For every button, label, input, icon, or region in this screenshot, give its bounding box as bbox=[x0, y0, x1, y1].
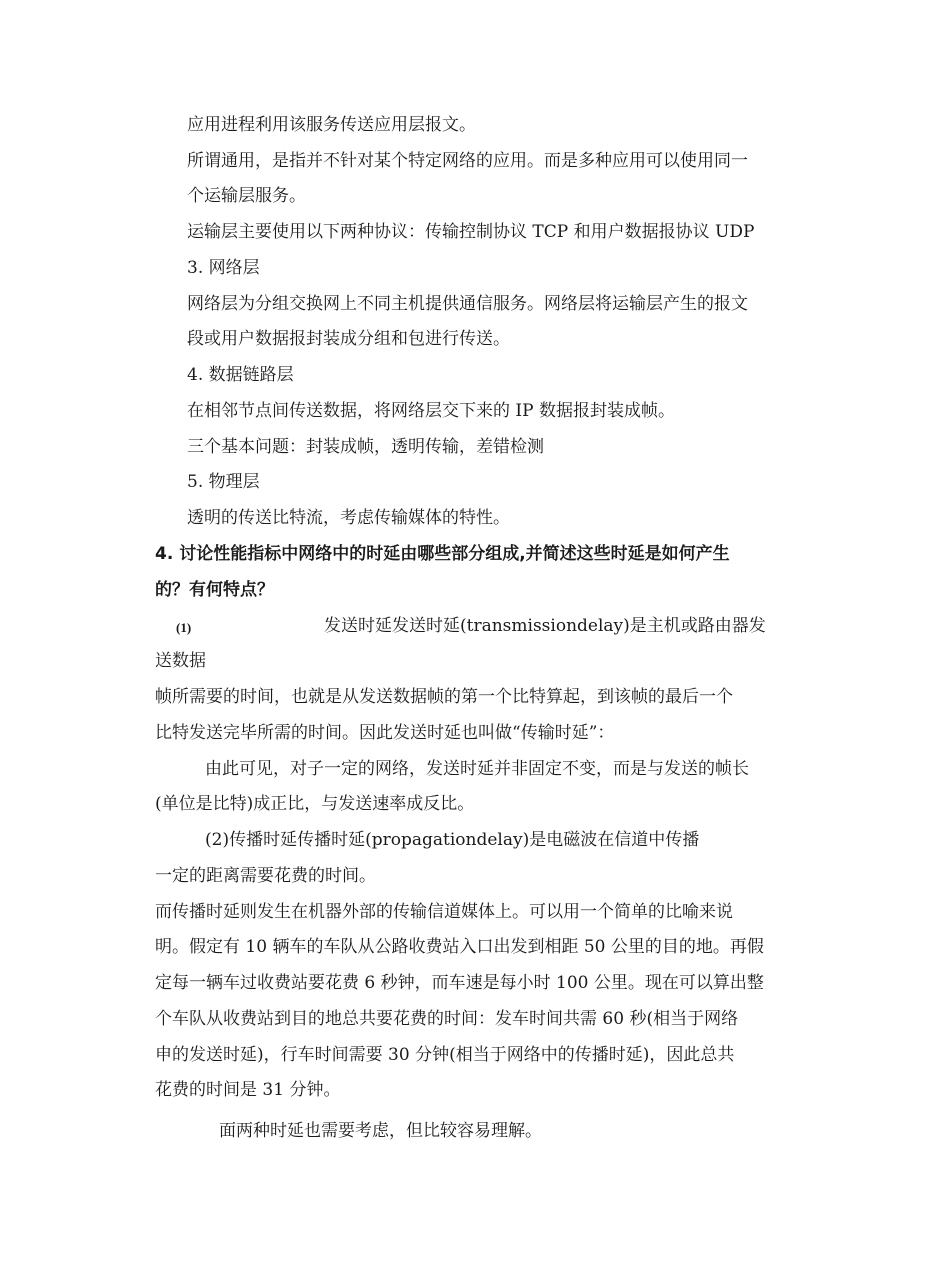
text-line: 透明的传送比特流，考虑传输媒体的特性。 bbox=[187, 508, 510, 528]
text-line: 个车队从收费站到目的地总共要花费的时间：发车时间共需 60 秒(相当于网络 bbox=[155, 1009, 739, 1029]
text-line: 运输层主要使用以下两种协议：传输控制协议 TCP 和用户数据报协议 UDP bbox=[187, 222, 755, 242]
question-heading-cont: 的？有何特点？ bbox=[155, 580, 274, 600]
text-line: 申的发送时延)，行车时间需要 30 分钟(相当于网络中的传播时延)，因此总共 bbox=[155, 1045, 735, 1065]
text-line: 面两种时延也需要考虑，但比较容易理解。 bbox=[219, 1121, 542, 1141]
text-line: 段或用户数据报封装成分组和包进行传送。 bbox=[187, 329, 510, 349]
text-line: 应用进程利用该服务传送应用层报文。 bbox=[187, 115, 476, 135]
text-line: 花费的时间是 31 分钟。 bbox=[155, 1080, 341, 1100]
text-line: 个运输层服务。 bbox=[187, 186, 306, 206]
text-line: 所谓通用，是指并不针对某个特定网络的应用。而是多种应用可以使用同一 bbox=[187, 151, 748, 171]
text-line: 一定的距离需要花费的时间。 bbox=[155, 866, 376, 886]
heading-network-layer: 3. 网络层 bbox=[187, 258, 260, 278]
heading-data-link-layer: 4. 数据链路层 bbox=[187, 365, 294, 385]
text-line: 由此可见，对子一定的网络，发送时延并非固定不变，而是与发送的帧长 bbox=[205, 759, 749, 779]
text-line: 在相邻节点间传送数据，将网络层交下来的 IP 数据报封装成帧。 bbox=[187, 401, 675, 421]
text-line: 三个基本问题：封装成帧，透明传输，差错检测 bbox=[187, 437, 544, 457]
heading-physical-layer: 5. 物理层 bbox=[187, 472, 260, 492]
text-line: (2)传播时延传播时延(propagationdelay)是电磁波在信道中传播 bbox=[205, 830, 700, 850]
text-line: 定每一辆车过收费站要花费 6 秒钟，而车速是每小时 100 公里。现在可以算出整 bbox=[155, 973, 764, 993]
text-line: 比特发送完毕所需的时间。因此发送时延也叫做“传输时延”： bbox=[155, 723, 615, 743]
text-line: (单位是比特)成正比，与发送速率成反比。 bbox=[155, 794, 475, 814]
text-line: 明。假定有 10 辆车的车队从公路收费站入口出发到相距 50 公里的目的地。再假 bbox=[155, 937, 764, 957]
item-number: (1) bbox=[176, 620, 192, 635]
question-heading: 4. 讨论性能指标中网络中的时延由哪些部分组成,并简述这些时延是如何产生 bbox=[155, 544, 730, 564]
text-line: 网络层为分组交换网上不同主机提供通信服务。网络层将运输层产生的报文 bbox=[187, 294, 748, 314]
text-line: 帧所需要的时间，也就是从发送数据帧的第一个比特算起，到该帧的最后一个 bbox=[155, 687, 733, 707]
text-line: 送数据 bbox=[155, 651, 206, 671]
text-line: 发送时延发送时延(transmissiondelay)是主机或路由器发 bbox=[324, 616, 766, 636]
text-line: 而传播时延则发生在机器外部的传输信道媒体上。可以用一个简单的比喻来说 bbox=[155, 902, 733, 922]
